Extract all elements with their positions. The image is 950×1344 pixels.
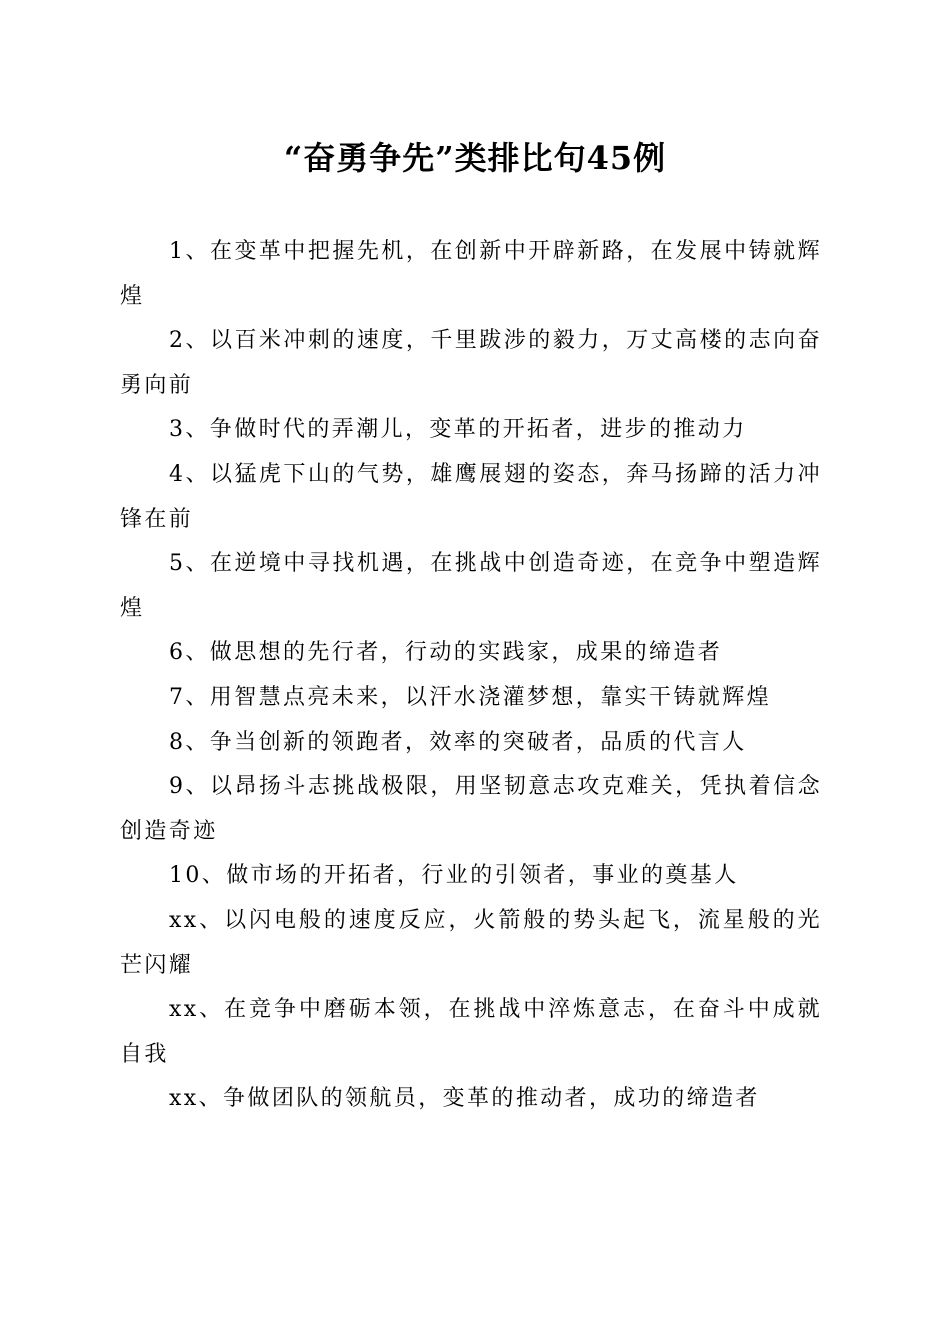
paragraph-11: xx、以闪电般的速度反应，火箭般的势头起飞，流星般的光芒闪耀 — [120, 907, 822, 978]
paragraph-8: 8、争当创新的领跑者，效率的突破者，品质的代言人 — [169, 729, 747, 755]
paragraph-6: 6、做思想的先行者，行动的实践家，成果的缔造者 — [169, 640, 723, 666]
paragraph-10: 10、做市场的开拓者，行业的引领者，事业的奠基人 — [169, 863, 739, 889]
paragraph-7: 7、用智慧点亮未来，以汗水浇灌梦想，靠实干铸就辉煌 — [169, 684, 771, 710]
document-body — [120, 230, 822, 1122]
paragraph-13: xx、争做团队的领航员，变革的推动者，成功的缔造者 — [169, 1086, 760, 1112]
paragraph-1: 1、在变革中把握先机，在创新中开辟新路，在发展中铸就辉煌 — [120, 239, 822, 309]
paragraph-4: 4、以猛虎下山的气势，雄鹰展翅的姿态，奔马扬蹄的活力冲锋在前 — [120, 461, 822, 532]
paragraph-9: 9、以昂扬斗志挑战极限，用坚韧意志攻克难关，凭执着信念创造奇迹 — [120, 774, 822, 844]
paragraph-2: 2、以百米冲刺的速度，千里跋涉的毅力，万丈高楼的志向奋勇向前 — [120, 328, 822, 398]
paragraph-3: 3、争做时代的弄潮儿，变革的开拓者，进步的推动力 — [169, 417, 747, 443]
paragraph-5: 5、在逆境中寻找机遇，在挑战中创造奇迹，在竞争中塑造辉煌 — [120, 551, 822, 621]
document-title: “奋勇争先”类排比句45例 — [283, 139, 667, 177]
paragraph-12: xx、在竞争中磨砺本领，在挑战中淬炼意志，在奋斗中成就自我 — [120, 997, 822, 1067]
